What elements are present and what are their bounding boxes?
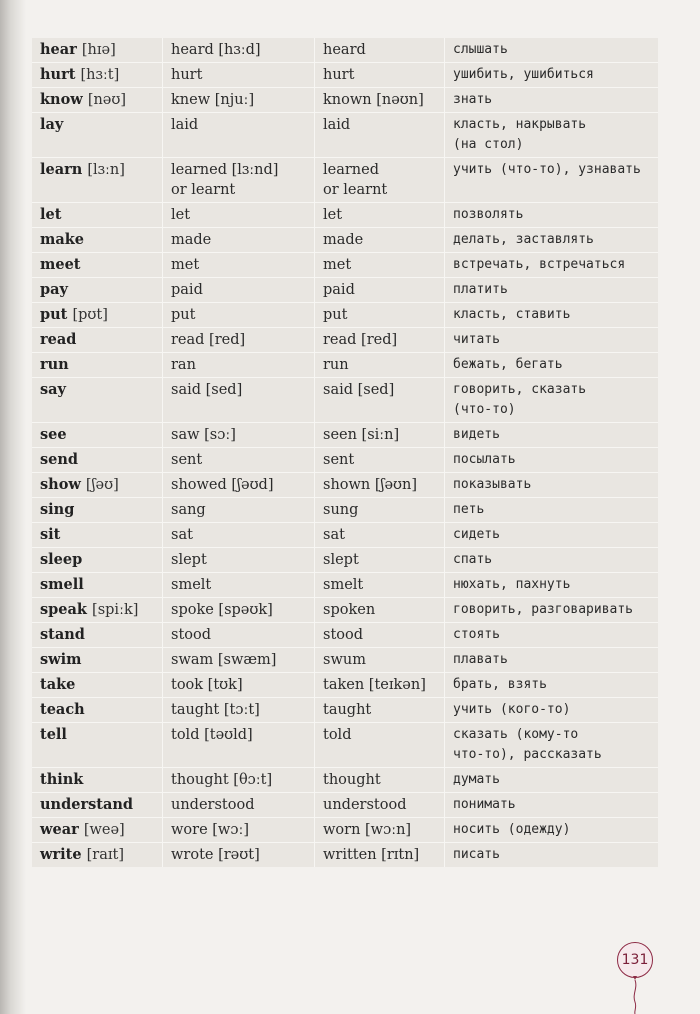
past-simple-cell: understood bbox=[162, 793, 314, 817]
past-participle-cell: run bbox=[314, 353, 444, 377]
base-form-cell bbox=[32, 228, 162, 252]
base-form: know bbox=[40, 91, 83, 108]
base-form-cell bbox=[32, 253, 162, 277]
base-form-cell bbox=[32, 768, 162, 792]
past-simple-cell: knew [njuː] bbox=[162, 88, 314, 112]
base-form: learn bbox=[40, 161, 83, 178]
base-form: read bbox=[40, 331, 77, 348]
base-transcription: [nəʊ] bbox=[87, 92, 127, 108]
past-participle-cell: stood bbox=[314, 623, 444, 647]
base-transcription: [weə] bbox=[83, 822, 125, 838]
past-simple-cell: slept bbox=[162, 548, 314, 572]
past-participle-cell: met bbox=[314, 253, 444, 277]
base-form-cell bbox=[32, 63, 162, 87]
verb-row bbox=[32, 277, 658, 302]
past-participle-cell: swum bbox=[314, 648, 444, 672]
past-simple-cell: said [sed] bbox=[162, 378, 314, 422]
past-participle-cell: seen [siːn] bbox=[314, 423, 444, 447]
past-participle-cell: understood bbox=[314, 793, 444, 817]
base-form-cell bbox=[32, 113, 162, 157]
past-simple-cell: swam [swæm] bbox=[162, 648, 314, 672]
base-form: smell bbox=[40, 576, 84, 593]
base-transcription: [ʃəʊ] bbox=[85, 477, 119, 493]
past-participle-cell: laid bbox=[314, 113, 444, 157]
base-transcription: [hɪə] bbox=[81, 42, 116, 58]
base-form-cell bbox=[32, 303, 162, 327]
past-participle-cell: said [sed] bbox=[314, 378, 444, 422]
verb-row bbox=[32, 792, 658, 817]
page-number-balloon bbox=[617, 942, 653, 978]
past-participle-cell: worn [wɔːn] bbox=[314, 818, 444, 842]
past-participle-cell: told bbox=[314, 723, 444, 767]
base-form: lay bbox=[40, 116, 64, 133]
verb-row bbox=[32, 202, 658, 227]
base-transcription: [raɪt] bbox=[86, 847, 124, 863]
base-form-cell bbox=[32, 698, 162, 722]
past-participle-cell: taught bbox=[314, 698, 444, 722]
base-form-cell bbox=[32, 598, 162, 622]
base-form: hurt bbox=[40, 66, 76, 83]
past-simple-cell: showed [ʃəʊd] bbox=[162, 473, 314, 497]
translation-cell: писать bbox=[444, 843, 658, 867]
verb-row bbox=[32, 522, 658, 547]
translation-cell: говорить, сказать (что-то) bbox=[444, 378, 658, 422]
past-simple-cell: hurt bbox=[162, 63, 314, 87]
base-transcription: [hɜːt] bbox=[80, 67, 120, 83]
base-form-cell bbox=[32, 548, 162, 572]
translation-cell: бежать, бегать bbox=[444, 353, 658, 377]
translation-cell: думать bbox=[444, 768, 658, 792]
base-form-cell bbox=[32, 448, 162, 472]
verb-row bbox=[32, 252, 658, 277]
base-form-cell bbox=[32, 473, 162, 497]
past-simple-cell: learned [lɜːnd] or learnt bbox=[162, 158, 314, 202]
base-form: pay bbox=[40, 281, 68, 298]
past-participle-cell: hurt bbox=[314, 63, 444, 87]
past-participle-cell: let bbox=[314, 203, 444, 227]
past-simple-cell: wore [wɔː] bbox=[162, 818, 314, 842]
past-simple-cell: let bbox=[162, 203, 314, 227]
verb-row bbox=[32, 597, 658, 622]
base-form: make bbox=[40, 231, 85, 248]
translation-cell: учить (кого-то) bbox=[444, 698, 658, 722]
base-form: wear bbox=[40, 821, 79, 838]
base-form: put bbox=[40, 306, 68, 323]
base-transcription: [spiːk] bbox=[92, 602, 139, 618]
base-form: sing bbox=[40, 501, 75, 518]
past-simple-cell: paid bbox=[162, 278, 314, 302]
base-form: meet bbox=[40, 256, 81, 273]
past-participle-cell: sent bbox=[314, 448, 444, 472]
base-form: run bbox=[40, 356, 69, 373]
book-spine-shadow bbox=[0, 0, 26, 1014]
past-simple-cell: sat bbox=[162, 523, 314, 547]
base-form-cell bbox=[32, 573, 162, 597]
past-simple-cell: smelt bbox=[162, 573, 314, 597]
past-simple-cell: made bbox=[162, 228, 314, 252]
past-simple-cell: ran bbox=[162, 353, 314, 377]
base-form-cell bbox=[32, 423, 162, 447]
page-number: 131 bbox=[621, 952, 649, 968]
translation-cell: класть, ставить bbox=[444, 303, 658, 327]
base-form: send bbox=[40, 451, 79, 468]
base-form: take bbox=[40, 676, 76, 693]
translation-cell: платить bbox=[444, 278, 658, 302]
verb-row bbox=[32, 497, 658, 522]
base-form: sit bbox=[40, 526, 61, 543]
base-form-cell bbox=[32, 353, 162, 377]
translation-cell: позволять bbox=[444, 203, 658, 227]
past-simple-cell: taught [tɔːt] bbox=[162, 698, 314, 722]
translation-cell: понимать bbox=[444, 793, 658, 817]
verb-row bbox=[32, 767, 658, 792]
balloon-string-icon bbox=[630, 976, 640, 1014]
verb-row bbox=[32, 647, 658, 672]
translation-cell: сидеть bbox=[444, 523, 658, 547]
verb-row bbox=[32, 157, 658, 202]
past-participle-cell: made bbox=[314, 228, 444, 252]
past-participle-cell: known [nəʊn] bbox=[314, 88, 444, 112]
base-form: say bbox=[40, 381, 66, 398]
verb-row bbox=[32, 327, 658, 352]
base-form: hear bbox=[40, 41, 77, 58]
translation-cell: сказать (кому-то что-то), рассказать bbox=[444, 723, 658, 767]
base-form: understand bbox=[40, 796, 134, 813]
past-participle-cell: written [rɪtn] bbox=[314, 843, 444, 867]
past-simple-cell: saw [sɔː] bbox=[162, 423, 314, 447]
base-form: write bbox=[40, 846, 82, 863]
verb-row bbox=[32, 227, 658, 252]
verb-row bbox=[32, 622, 658, 647]
past-participle-cell: smelt bbox=[314, 573, 444, 597]
translation-cell: говорить, разговаривать bbox=[444, 598, 658, 622]
base-form: tell bbox=[40, 726, 67, 743]
base-transcription: [pʊt] bbox=[72, 307, 108, 323]
verb-row bbox=[32, 447, 658, 472]
past-simple-cell: laid bbox=[162, 113, 314, 157]
irregular-verbs-table bbox=[32, 38, 658, 867]
past-participle-cell: put bbox=[314, 303, 444, 327]
base-form-cell bbox=[32, 793, 162, 817]
base-form-cell bbox=[32, 378, 162, 422]
past-participle-cell: slept bbox=[314, 548, 444, 572]
translation-cell: плавать bbox=[444, 648, 658, 672]
past-participle-cell: read [red] bbox=[314, 328, 444, 352]
base-form-cell bbox=[32, 158, 162, 202]
base-form: see bbox=[40, 426, 67, 443]
verb-row bbox=[32, 817, 658, 842]
past-simple-cell: told [təʊld] bbox=[162, 723, 314, 767]
translation-cell: показывать bbox=[444, 473, 658, 497]
base-form: speak bbox=[40, 601, 87, 618]
translation-cell: посылать bbox=[444, 448, 658, 472]
base-form-cell bbox=[32, 648, 162, 672]
translation-cell: делать, заставлять bbox=[444, 228, 658, 252]
translation-cell: петь bbox=[444, 498, 658, 522]
past-simple-cell: took [tʊk] bbox=[162, 673, 314, 697]
verb-row bbox=[32, 842, 658, 867]
past-simple-cell: sent bbox=[162, 448, 314, 472]
translation-cell: стоять bbox=[444, 623, 658, 647]
past-simple-cell: stood bbox=[162, 623, 314, 647]
base-form: let bbox=[40, 206, 62, 223]
base-form: swim bbox=[40, 651, 82, 668]
verb-row bbox=[32, 62, 658, 87]
verb-row bbox=[32, 38, 658, 62]
translation-cell: нюхать, пахнуть bbox=[444, 573, 658, 597]
base-form: show bbox=[40, 476, 81, 493]
verb-row bbox=[32, 572, 658, 597]
base-form-cell bbox=[32, 818, 162, 842]
past-simple-cell: met bbox=[162, 253, 314, 277]
translation-cell: класть, накрывать (на стол) bbox=[444, 113, 658, 157]
past-simple-cell: read [red] bbox=[162, 328, 314, 352]
verb-row bbox=[32, 302, 658, 327]
verb-row bbox=[32, 547, 658, 572]
base-form-cell bbox=[32, 843, 162, 867]
translation-cell: слышать bbox=[444, 38, 658, 62]
translation-cell: носить (одежду) bbox=[444, 818, 658, 842]
verb-row bbox=[32, 472, 658, 497]
past-simple-cell: spoke [spəʊk] bbox=[162, 598, 314, 622]
past-participle-cell: thought bbox=[314, 768, 444, 792]
base-form-cell bbox=[32, 523, 162, 547]
verb-row bbox=[32, 422, 658, 447]
verb-row bbox=[32, 377, 658, 422]
base-form-cell bbox=[32, 278, 162, 302]
base-form: think bbox=[40, 771, 84, 788]
past-participle-cell: shown [ʃəʊn] bbox=[314, 473, 444, 497]
base-form: sleep bbox=[40, 551, 83, 568]
past-participle-cell: spoken bbox=[314, 598, 444, 622]
base-form-cell bbox=[32, 203, 162, 227]
past-simple-cell: wrote [rəʊt] bbox=[162, 843, 314, 867]
verb-row bbox=[32, 112, 658, 157]
verb-row bbox=[32, 697, 658, 722]
base-form-cell bbox=[32, 38, 162, 62]
base-form-cell bbox=[32, 328, 162, 352]
translation-cell: видеть bbox=[444, 423, 658, 447]
base-form-cell bbox=[32, 723, 162, 767]
base-form-cell bbox=[32, 88, 162, 112]
past-participle-cell: paid bbox=[314, 278, 444, 302]
past-participle-cell: learned or learnt bbox=[314, 158, 444, 202]
base-form-cell bbox=[32, 623, 162, 647]
translation-cell: учить (что-то), узнавать bbox=[444, 158, 658, 202]
verb-row bbox=[32, 87, 658, 112]
translation-cell: встречать, встречаться bbox=[444, 253, 658, 277]
past-simple-cell: thought [θɔːt] bbox=[162, 768, 314, 792]
past-participle-cell: heard bbox=[314, 38, 444, 62]
verb-row bbox=[32, 672, 658, 697]
translation-cell: знать bbox=[444, 88, 658, 112]
past-simple-cell: put bbox=[162, 303, 314, 327]
verb-row bbox=[32, 722, 658, 767]
base-form-cell bbox=[32, 498, 162, 522]
translation-cell: брать, взять bbox=[444, 673, 658, 697]
translation-cell: читать bbox=[444, 328, 658, 352]
base-transcription: [lɜːn] bbox=[87, 162, 125, 178]
translation-cell: спать bbox=[444, 548, 658, 572]
past-simple-cell: heard [hɜːd] bbox=[162, 38, 314, 62]
past-participle-cell: sat bbox=[314, 523, 444, 547]
base-form: stand bbox=[40, 626, 85, 643]
translation-cell: ушибить, ушибиться bbox=[444, 63, 658, 87]
past-participle-cell: taken [teɪkən] bbox=[314, 673, 444, 697]
past-simple-cell: sang bbox=[162, 498, 314, 522]
base-form: teach bbox=[40, 701, 85, 718]
base-form-cell bbox=[32, 673, 162, 697]
past-participle-cell: sung bbox=[314, 498, 444, 522]
verb-row bbox=[32, 352, 658, 377]
